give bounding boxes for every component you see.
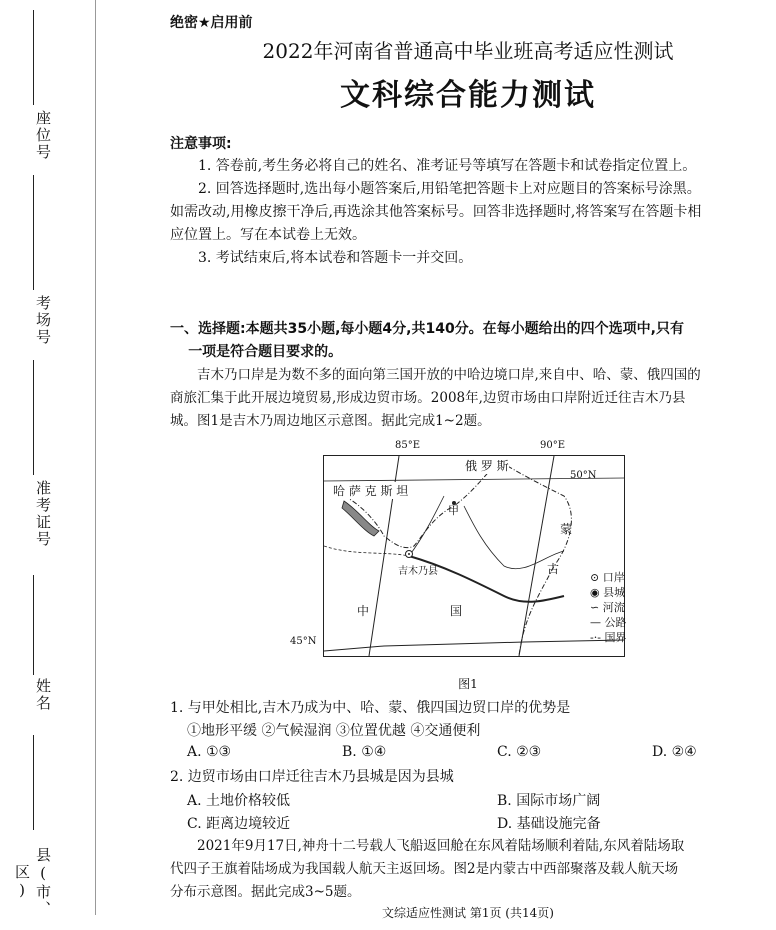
seat-label: 座位号 [34,110,52,161]
passage1-line2: 商旅汇集于此开展边境贸易,形成边贸市场。2008年,边贸市场由口岸附近迁往吉木乃县 [170,390,686,406]
q2-option-b[interactable]: B. 国际市场广阔 [497,793,601,809]
binding-line [95,0,96,915]
seat-line [33,10,34,105]
id-label: 准考证号 [34,480,52,548]
lat-50: 50°N [570,470,597,481]
note-2-end: 应位置上。写在本试卷上无效。 [170,227,366,243]
name-line [33,575,34,675]
room-label: 考场号 [34,295,52,346]
notes-heading: 注意事项: [170,136,232,152]
q1-items: ①地形平缓 ②气候湿润 ③位置优越 ④交通便利 [187,723,481,739]
q2-option-a[interactable]: A. 土地价格较低 [187,793,291,809]
port-symbol: ⊙ [590,571,603,584]
exam-title: 2022年河南省普通高中毕业班高考适应性测试 [262,39,674,63]
secret-mark: 绝密★启用前 [170,15,253,31]
note-2-cont: 如需改动,用橡皮擦干净后,再选涂其他答案标号。回答非选择题时,将答案写在答题卡相 [170,204,702,220]
legend-port: ⊙ 口岸 [590,571,625,584]
passage2-line2: 代四子王旗着陆场成为我国载人航天主返回场。图2是内蒙古中西部聚落及载人航天场 [170,861,679,877]
county-line [33,735,34,830]
note-3: 3. 考试结束后,将本试卷和答题卡一并交回。 [198,250,473,266]
id-line [33,360,34,475]
county-symbol: ◉ [590,586,604,599]
q1-option-d[interactable]: D. ②④ [652,744,697,760]
county-label: 县(市、区) [13,847,52,918]
lon-85: 85°E [395,440,421,451]
q1-option-c[interactable]: C. ②③ [497,744,542,760]
binding-strip [0,0,95,930]
name-label: 姓名 [34,678,52,712]
map-label-russia: 俄 罗 斯 [465,459,509,473]
passage2-line3: 分布示意图。据此完成3~5题。 [170,884,361,900]
map-label-kazakhstan: 哈 萨 克 斯 坦 [333,484,409,498]
passage1-line1: 吉木乃口岸是为数不多的面向第三国开放的中哈边境口岸,来自中、哈、蒙、俄四国的 [197,367,701,383]
q2-stem: 2. 边贸市场由口岸迁往吉木乃县城是因为县城 [170,769,454,785]
map-label-jimunai: 吉木乃县 [398,566,438,577]
passage1-line3: 城。图1是吉木乃周边地区示意图。据此完成1~2题。 [170,413,491,429]
q2-option-c[interactable]: C. 距离边境较近 [187,816,291,832]
map-label-jia: 甲 [448,504,459,517]
map-label-guo: 国 [450,604,463,618]
river-symbol: ∽ [590,601,603,614]
q1-option-b[interactable]: B. ①④ [342,744,387,760]
section-heading-2: 一项是符合题目要求的。 [188,344,343,360]
figure-1-caption: 图1 [458,677,478,691]
section-heading: 一、选择题:本题共35小题,每小题4分,共140分。在每小题给出的四个选项中,只有 [170,321,684,337]
lat-45: 45°N [290,636,317,647]
map-label-zhong: 中 [357,604,370,618]
map-label-gu: 古 [547,562,560,576]
note-1: 1. 答卷前,考生务必将自己的姓名、准考证号等填写在答题卡和试卷指定位置上。 [198,158,697,174]
border-symbol: -·- [590,631,605,644]
passage2-line1: 2021年9月17日,神舟十二号载人飞船返回舱在东风着陆场顺利着陆,东风着陆场取 [197,838,685,854]
legend-border: -·- 国界 [590,631,627,644]
lon-90: 90°E [540,440,566,451]
q1-stem: 1. 与甲处相比,吉木乃成为中、哈、蒙、俄四国边贸口岸的优势是 [170,700,571,716]
legend-county: ◉ 县城 [590,586,626,599]
q2-option-d[interactable]: D. 基础设施完备 [497,816,601,832]
page-footer: 文综适应性测试 第1页 (共14页) [382,906,554,920]
q1-option-a[interactable]: A. ①③ [187,744,232,760]
note-2: 2. 回答选择题时,选出每小题答案后,用铅笔把答题卡上对应题目的答案标号涂黑。 [198,181,701,197]
map-label-meng: 蒙 [560,522,573,536]
legend-river: ∽ 河流 [590,601,625,614]
road-symbol: — [590,616,605,629]
subject-title: 文科综合能力测试 [340,78,596,113]
room-line [33,175,34,290]
legend-road: — 公路 [590,616,627,629]
map-legend [590,570,627,645]
